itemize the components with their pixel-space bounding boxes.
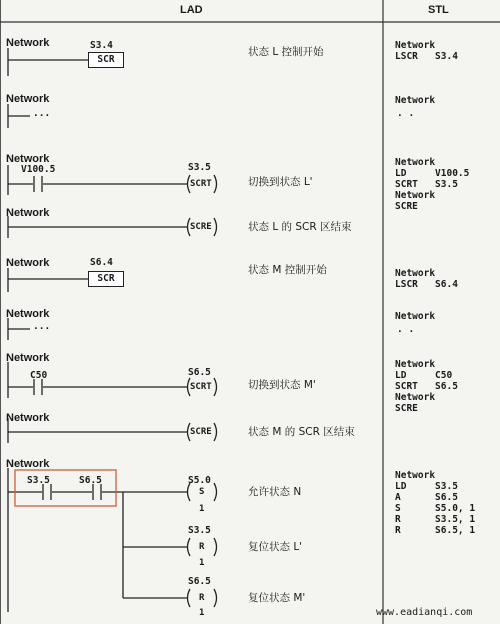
n1-box-address: S3.4 bbox=[90, 40, 113, 51]
network-label: Network bbox=[6, 352, 50, 364]
n8-coil-type: SCRE bbox=[190, 427, 212, 437]
lad-header: LAD bbox=[180, 4, 203, 16]
n4-coil-type: SCRE bbox=[190, 222, 212, 232]
network-label: Network bbox=[6, 412, 50, 424]
n3-stl: Network LD V100.5 SCRT S3.5 Network SCRE bbox=[395, 157, 470, 212]
network-label: Network bbox=[6, 458, 50, 470]
n9-coil3-address: S6.5 bbox=[188, 576, 211, 587]
n7-contact-address: C50 bbox=[30, 370, 48, 381]
n9-coil1-comment: 允许状态 N bbox=[248, 486, 302, 498]
n7-stl: Network LD C50 SCRT S6.5 Network SCRE bbox=[395, 359, 458, 414]
n9-stl: Network LD S3.5 A S6.5 S S5.0, 1 R S3.5, 1 R S6.5, 1 bbox=[395, 470, 476, 536]
network-label: Network bbox=[6, 308, 50, 320]
n9-coil3-type: R bbox=[199, 593, 205, 603]
network-label: Network bbox=[6, 37, 50, 49]
n9-contact1-address: S3.5 bbox=[27, 475, 50, 486]
n5-comment: 状态 M 控制开始 bbox=[248, 264, 327, 276]
n9-coil1-address: S5.0 bbox=[188, 475, 211, 486]
watermark: www.eadianqi.com bbox=[376, 607, 473, 618]
n9-coil1-type: S bbox=[199, 487, 205, 497]
n9-coil2-address: S3.5 bbox=[188, 525, 211, 536]
n3-contact-address: V100.5 bbox=[21, 164, 56, 175]
network-label: Network bbox=[6, 153, 50, 165]
n7-coil-address: S6.5 bbox=[188, 367, 211, 378]
network-label: Network bbox=[6, 257, 50, 269]
n9-contact2-address: S6.5 bbox=[79, 475, 102, 486]
n1-scr-box: SCR bbox=[88, 52, 124, 68]
n3-coil-address: S3.5 bbox=[188, 162, 211, 173]
n6-stl: Network bbox=[395, 311, 436, 322]
n9-coil3-count: 1 bbox=[199, 608, 205, 618]
n2-stl: Network bbox=[395, 95, 436, 106]
stl-header: STL bbox=[428, 4, 449, 16]
n3-comment: 切换到状态 L' bbox=[248, 176, 313, 188]
n9-coil1-count: 1 bbox=[199, 504, 205, 514]
n5-stl: Network LSCR S6.4 bbox=[395, 268, 458, 290]
n4-comment: 状态 L 的 SCR 区结束 bbox=[248, 221, 352, 233]
n1-stl: Network LSCR S3.4 bbox=[395, 40, 458, 62]
n3-coil-type: SCRT bbox=[190, 179, 212, 189]
n5-scr-box: SCR bbox=[88, 271, 124, 287]
n8-comment: 状态 M 的 SCR 区结束 bbox=[248, 426, 355, 438]
n9-coil2-count: 1 bbox=[199, 558, 205, 568]
n2-ellipsis: ... bbox=[33, 108, 51, 119]
n6-stl-ellipsis: . . bbox=[397, 324, 415, 335]
n6-ellipsis: ... bbox=[33, 321, 51, 332]
network-label: Network bbox=[6, 207, 50, 219]
n9-coil2-type: R bbox=[199, 542, 205, 552]
n7-comment: 切换到状态 M' bbox=[248, 379, 316, 391]
n9-coil2-comment: 复位状态 L' bbox=[248, 541, 303, 553]
network-label: Network bbox=[6, 93, 50, 105]
n7-coil-type: SCRT bbox=[190, 382, 212, 392]
n5-box-address: S6.4 bbox=[90, 257, 113, 268]
n2-stl-ellipsis: . . bbox=[397, 108, 415, 119]
n9-coil3-comment: 复位状态 M' bbox=[248, 592, 306, 604]
n1-comment: 状态 L 控制开始 bbox=[248, 46, 324, 58]
